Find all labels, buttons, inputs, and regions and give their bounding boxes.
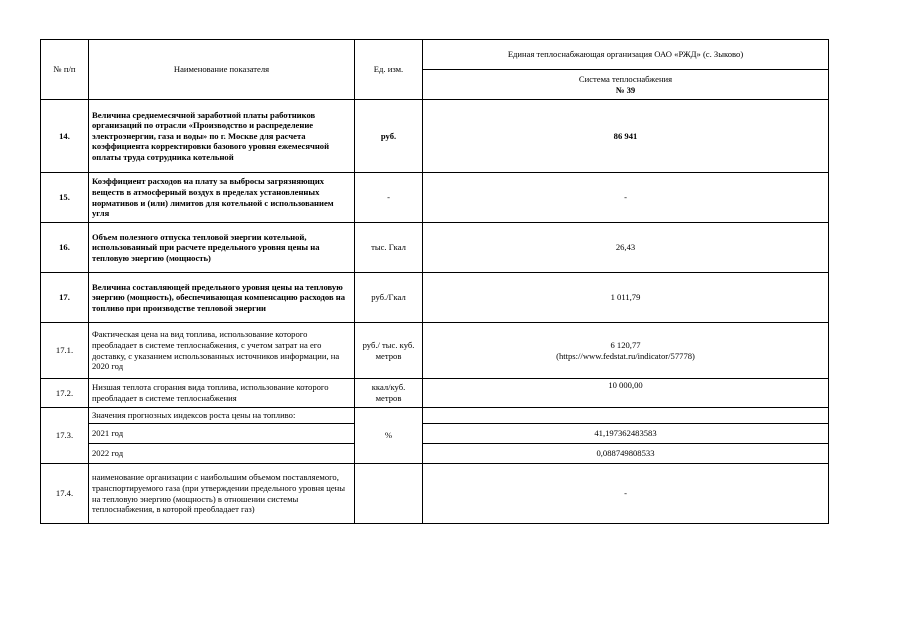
header-unit: Ед. изм. bbox=[355, 40, 423, 100]
table-row bbox=[41, 173, 829, 223]
row-value: 26,43 bbox=[423, 223, 829, 273]
row-value: 86 941 bbox=[423, 100, 829, 173]
table-row bbox=[41, 379, 829, 408]
row-value-source: (https://www.fedstat.ru/indicator/57778) bbox=[556, 350, 695, 361]
table-row bbox=[41, 100, 829, 173]
row-name: Низшая теплота сгорания вида топлива, использование которого преобладает в системе теплоснабжения bbox=[89, 379, 355, 408]
row-value: - bbox=[423, 173, 829, 223]
row-num: 17. bbox=[41, 273, 89, 323]
row-unit bbox=[355, 464, 423, 524]
row-unit: руб. bbox=[355, 100, 423, 173]
row-unit: ккал/куб. метров bbox=[355, 379, 423, 408]
row-num: 17.3. bbox=[41, 408, 89, 464]
header-system-no: № 39 bbox=[615, 84, 636, 95]
row-name: Коэффициент расходов на плату за выбросы загрязняющих веществ в атмосферный воздух в пределах установленных нормативов и (или) лимитов для котельной с использованием угля bbox=[89, 173, 355, 223]
row-num: 16. bbox=[41, 223, 89, 273]
row-unit: руб./ тыс. куб. метров bbox=[355, 323, 423, 379]
table-row bbox=[41, 223, 829, 273]
row-value bbox=[423, 323, 829, 379]
row-value: - bbox=[423, 464, 829, 524]
row-name: Объем полезного отпуска тепловой энергии котельной, использованный при расчете предельного уровня цены на тепловую энергию (мощность) bbox=[89, 223, 355, 273]
table-row bbox=[41, 323, 829, 379]
row-unit: руб./Гкал bbox=[355, 273, 423, 323]
row-name: Фактическая цена на вид топлива, использование которого преобладает в системе теплоснабжения, с учетом затрат на его доставку, с указанием использованных источников информации, на 2020 год bbox=[89, 323, 355, 379]
table-row bbox=[41, 424, 829, 444]
row-unit: тыс. Гкал bbox=[355, 223, 423, 273]
row-num: 17.2. bbox=[41, 379, 89, 408]
header-num: № п/п bbox=[41, 40, 89, 100]
indicators-table bbox=[40, 39, 829, 524]
header-org: Единая теплоснабжающая организация ОАО «РЖД» (с. Зыково) bbox=[423, 40, 829, 70]
row-name: Значения прогнозных индексов роста цены на топливо: bbox=[89, 408, 355, 424]
row-name: Величина составляющей предельного уровня цены на тепловую энергию (мощность), обеспечивающая компенсацию расходов на топливо при производстве тепловой энергии bbox=[89, 273, 355, 323]
row-name: наименование организации с наибольшим объемом поставляемого, транспортируемого газа (при утверждении предельного уровня цены на тепловую энергию (мощность) в отношении системы теплоснабжения, в которой преобладает газ) bbox=[89, 464, 355, 524]
header-name: Наименование показателя bbox=[89, 40, 355, 100]
row-name: Величина среднемесячной заработной платы работников организаций по отрасли «Производство и распределение электроэнергии, газа и воды» по г. Москве для расчета коэффициента корректировки базового уровня ежемесячной оплаты труда сотрудника котельной bbox=[89, 100, 355, 173]
row-unit: % bbox=[355, 408, 423, 464]
row-sub-name: 2022 год bbox=[89, 444, 355, 464]
table-row bbox=[41, 444, 829, 464]
table-row bbox=[41, 273, 829, 323]
row-num: 17.1. bbox=[41, 323, 89, 379]
row-sub-value: 41,197362483583 bbox=[423, 424, 829, 444]
row-num: 14. bbox=[41, 100, 89, 173]
row-value: 10 000,00 bbox=[423, 379, 829, 408]
table-row bbox=[41, 408, 829, 424]
row-unit: - bbox=[355, 173, 423, 223]
header-system bbox=[423, 70, 829, 100]
header-system-label: Система теплоснабжения bbox=[578, 73, 673, 84]
row-sub-value: 0,088749808533 bbox=[423, 444, 829, 464]
row-sub-name: 2021 год bbox=[89, 424, 355, 444]
row-num: 15. bbox=[41, 173, 89, 223]
row-value bbox=[423, 408, 829, 424]
row-num: 17.4. bbox=[41, 464, 89, 524]
row-value-main: 6 120,77 bbox=[610, 339, 641, 350]
table-row bbox=[41, 464, 829, 524]
row-value: 1 011,79 bbox=[423, 273, 829, 323]
